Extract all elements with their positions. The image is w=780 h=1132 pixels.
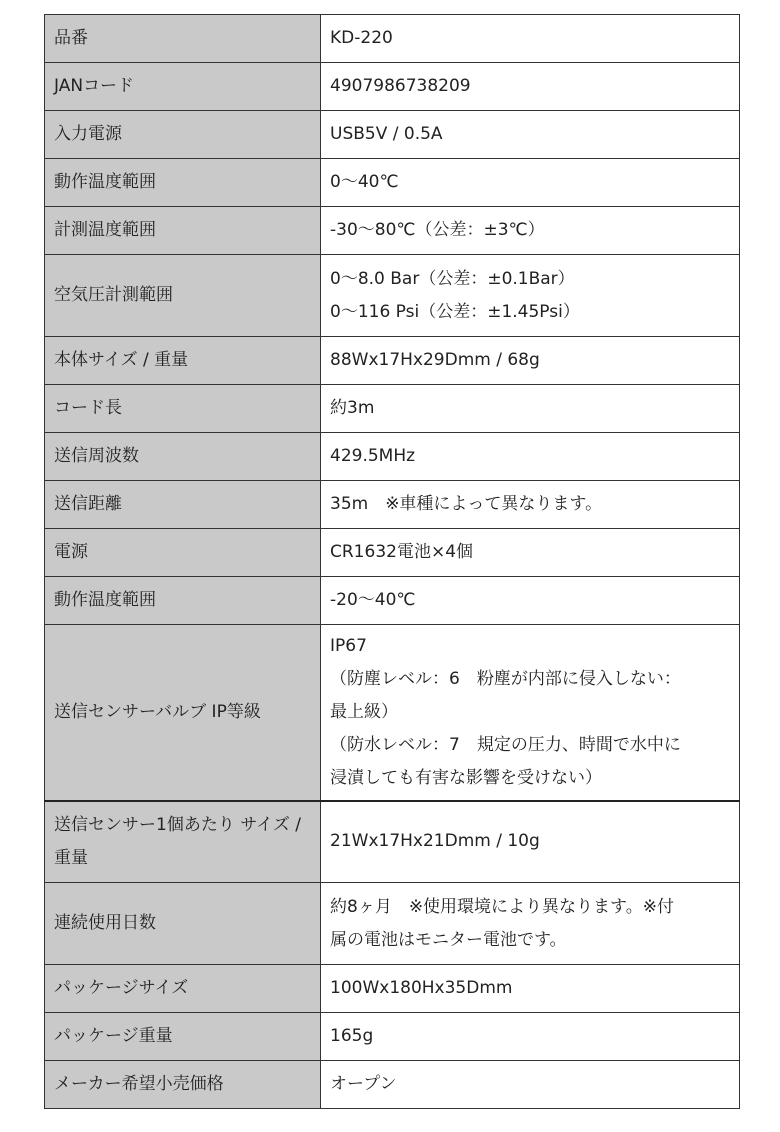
spec-label: コード長 bbox=[45, 385, 321, 433]
spec-value-line: 100Wx180Hx35Dmm bbox=[330, 978, 513, 998]
spec-value-line: 35m ※車種によって異なります。 bbox=[330, 494, 603, 514]
spec-value-line: 88Wx17Hx29Dmm / 68g bbox=[330, 350, 540, 370]
spec-value-line: 0〜40℃ bbox=[330, 172, 399, 192]
spec-value-line: USB5V / 0.5A bbox=[330, 124, 443, 144]
spec-value bbox=[321, 111, 740, 159]
spec-value bbox=[321, 965, 740, 1013]
spec-label: パッケージサイズ bbox=[45, 965, 321, 1013]
spec-value-line: 約8ヶ月 ※使用環境により異なります。※付 bbox=[330, 896, 674, 917]
spec-row bbox=[45, 385, 740, 433]
spec-value bbox=[321, 801, 740, 883]
spec-value-line: （防水レベル：7 規定の圧力、時間で水中に bbox=[330, 734, 681, 755]
spec-value-line: 約3m bbox=[330, 398, 375, 418]
spec-label: メーカー希望小売価格 bbox=[45, 1061, 321, 1109]
spec-row bbox=[45, 111, 740, 159]
spec-table bbox=[44, 14, 740, 1109]
spec-value bbox=[321, 63, 740, 111]
spec-row bbox=[45, 883, 740, 965]
spec-label: 動作温度範囲 bbox=[45, 577, 321, 625]
spec-label: 品番 bbox=[45, 15, 321, 63]
spec-label: 送信センサー1個あたり サイズ / 重量 bbox=[45, 801, 321, 883]
spec-row bbox=[45, 433, 740, 481]
spec-row bbox=[45, 625, 740, 801]
spec-label: パッケージ重量 bbox=[45, 1013, 321, 1061]
spec-value-line: 最上級） bbox=[330, 701, 398, 722]
spec-row bbox=[45, 207, 740, 255]
spec-row bbox=[45, 337, 740, 385]
spec-value-line: オープン bbox=[330, 1074, 397, 1094]
spec-value-line: 0〜116 Psi（公差：±1.45Psi） bbox=[330, 301, 580, 322]
spec-label: 計測温度範囲 bbox=[45, 207, 321, 255]
spec-value-line: CR1632電池×4個 bbox=[330, 542, 474, 562]
spec-row bbox=[45, 159, 740, 207]
spec-value bbox=[321, 1013, 740, 1061]
spec-value-line: 429.5MHz bbox=[330, 446, 416, 466]
spec-label: 空気圧計測範囲 bbox=[45, 255, 321, 337]
spec-label: 電源 bbox=[45, 529, 321, 577]
spec-value bbox=[321, 159, 740, 207]
spec-value bbox=[321, 625, 740, 801]
spec-row bbox=[45, 63, 740, 111]
spec-value-line: KD-220 bbox=[330, 28, 393, 48]
spec-table-body bbox=[45, 15, 740, 1109]
spec-label: JANコード bbox=[45, 63, 321, 111]
spec-value bbox=[321, 577, 740, 625]
spec-row bbox=[45, 965, 740, 1013]
spec-value-line: 0〜8.0 Bar（公差：±0.1Bar） bbox=[330, 268, 575, 289]
spec-value-line: （防塵レベル：6 粉塵が内部に侵入しない： bbox=[330, 668, 681, 689]
spec-row bbox=[45, 255, 740, 337]
spec-value-line: 属の電池はモニター電池です。 bbox=[330, 929, 567, 950]
spec-value bbox=[321, 433, 740, 481]
spec-row bbox=[45, 529, 740, 577]
spec-label: 連続使用日数 bbox=[45, 883, 321, 965]
spec-label: 送信距離 bbox=[45, 481, 321, 529]
spec-value-line: 浸漬しても有害な影響を受けない） bbox=[330, 767, 602, 788]
spec-label: 送信周波数 bbox=[45, 433, 321, 481]
spec-row bbox=[45, 1061, 740, 1109]
spec-label: 動作温度範囲 bbox=[45, 159, 321, 207]
spec-value bbox=[321, 1061, 740, 1109]
spec-value bbox=[321, 15, 740, 63]
spec-value bbox=[321, 481, 740, 529]
spec-value bbox=[321, 529, 740, 577]
spec-value-line: IP67 bbox=[330, 635, 367, 656]
spec-label: 入力電源 bbox=[45, 111, 321, 159]
spec-value bbox=[321, 255, 740, 337]
spec-value-line: 165g bbox=[330, 1026, 374, 1046]
spec-label: 送信センサーバルブ IP等級 bbox=[45, 625, 321, 801]
spec-row bbox=[45, 801, 740, 883]
spec-value bbox=[321, 337, 740, 385]
spec-value-line: 21Wx17Hx21Dmm / 10g bbox=[330, 831, 540, 852]
spec-row bbox=[45, 577, 740, 625]
spec-row bbox=[45, 15, 740, 63]
spec-value-line: 4907986738209 bbox=[330, 76, 471, 96]
spec-value bbox=[321, 207, 740, 255]
spec-value bbox=[321, 883, 740, 965]
spec-value-line: -30〜80℃（公差：±3℃） bbox=[330, 220, 545, 240]
spec-row bbox=[45, 481, 740, 529]
spec-value-line: -20〜40℃ bbox=[330, 590, 416, 610]
spec-value bbox=[321, 385, 740, 433]
spec-row bbox=[45, 1013, 740, 1061]
spec-label: 本体サイズ / 重量 bbox=[45, 337, 321, 385]
